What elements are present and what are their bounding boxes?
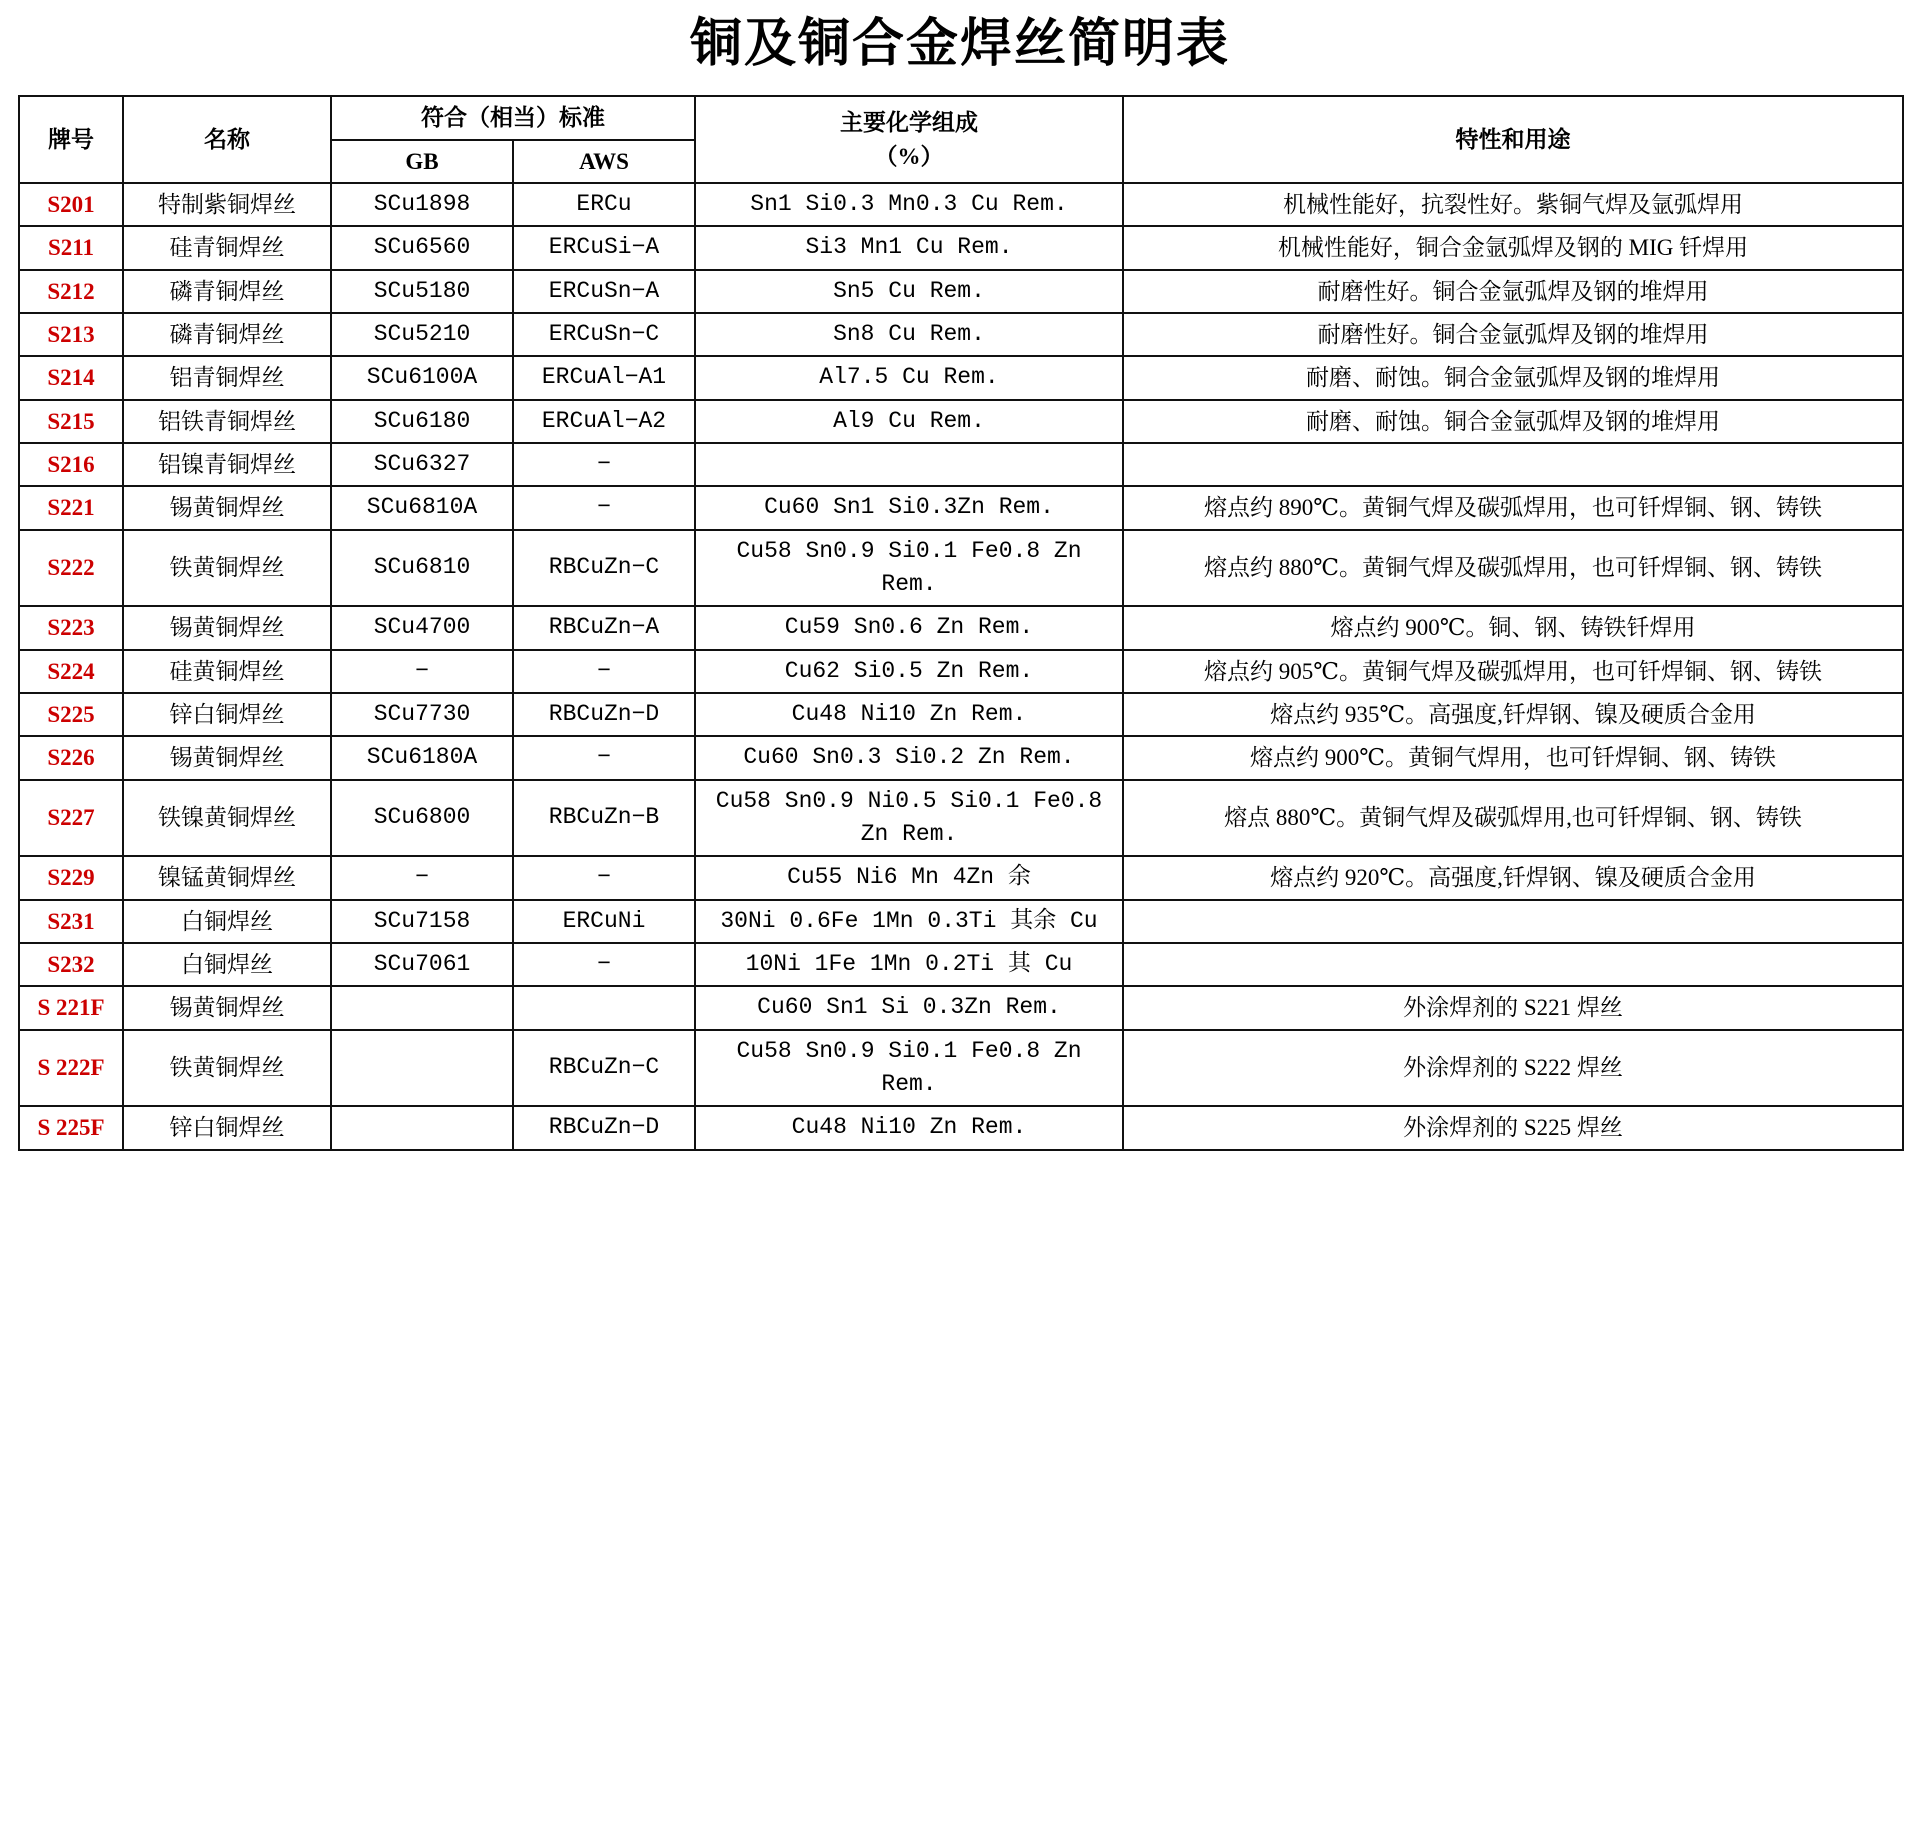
cell-aws: ERCuSi−A [513, 226, 695, 269]
cell-usage [1123, 943, 1903, 986]
table-row [19, 183, 1903, 226]
cell-code: S229 [19, 856, 123, 899]
cell-code: S214 [19, 356, 123, 399]
table-row [19, 1106, 1903, 1149]
column-header-standard-gb: GB [331, 140, 513, 183]
cell-aws: RBCuZn−D [513, 1106, 695, 1149]
cell-name: 镍锰黄铜焊丝 [123, 856, 331, 899]
table-row [19, 486, 1903, 529]
cell-gb [331, 1030, 513, 1107]
cell-chemistry: Sn5 Cu Rem. [695, 270, 1123, 313]
cell-name: 锌白铜焊丝 [123, 693, 331, 736]
cell-chemistry: Cu60 Sn0.3 Si0.2 Zn Rem. [695, 736, 1123, 779]
table-row [19, 313, 1903, 356]
cell-gb: SCu6327 [331, 443, 513, 486]
table-row [19, 270, 1903, 313]
cell-usage: 熔点约 880℃。黄铜气焊及碳弧焊用，也可钎焊铜、钢、铸铁 [1123, 530, 1903, 607]
table-row [19, 606, 1903, 649]
cell-aws: RBCuZn−C [513, 530, 695, 607]
cell-gb: SCu1898 [331, 183, 513, 226]
cell-usage: 机械性能好，铜合金氩弧焊及钢的 MIG 钎焊用 [1123, 226, 1903, 269]
cell-gb: SCu6180A [331, 736, 513, 779]
cell-name: 磷青铜焊丝 [123, 270, 331, 313]
cell-aws: ERCuAl−A1 [513, 356, 695, 399]
cell-gb: SCu7158 [331, 900, 513, 943]
cell-chemistry: Al9 Cu Rem. [695, 400, 1123, 443]
cell-aws: RBCuZn−D [513, 693, 695, 736]
cell-chemistry: Sn8 Cu Rem. [695, 313, 1123, 356]
cell-chemistry: Cu48 Ni10 Zn Rem. [695, 693, 1123, 736]
cell-usage: 耐磨、耐蚀。铜合金氩弧焊及钢的堆焊用 [1123, 356, 1903, 399]
cell-code: S212 [19, 270, 123, 313]
cell-name: 锡黄铜焊丝 [123, 736, 331, 779]
cell-gb: SCu7061 [331, 943, 513, 986]
cell-aws: RBCuZn−A [513, 606, 695, 649]
cell-chemistry: Cu58 Sn0.9 Ni0.5 Si0.1 Fe0.8 Zn Rem. [695, 780, 1123, 857]
cell-code: S211 [19, 226, 123, 269]
cell-name: 铝镍青铜焊丝 [123, 443, 331, 486]
cell-aws: ERCuSn−A [513, 270, 695, 313]
cell-gb: − [331, 856, 513, 899]
cell-chemistry: Cu60 Sn1 Si0.3Zn Rem. [695, 486, 1123, 529]
cell-name: 硅青铜焊丝 [123, 226, 331, 269]
cell-code: S222 [19, 530, 123, 607]
cell-code: S213 [19, 313, 123, 356]
column-header-standard: 符合（相当）标准 [331, 96, 695, 139]
cell-chemistry: Cu60 Sn1 Si 0.3Zn Rem. [695, 986, 1123, 1029]
table-row [19, 650, 1903, 693]
cell-gb: SCu6810 [331, 530, 513, 607]
column-header-usage: 特性和用途 [1123, 96, 1903, 183]
table-row [19, 900, 1903, 943]
cell-chemistry [695, 443, 1123, 486]
cell-code: S 222F [19, 1030, 123, 1107]
cell-code: S224 [19, 650, 123, 693]
cell-name: 锡黄铜焊丝 [123, 486, 331, 529]
cell-aws: ERCuNi [513, 900, 695, 943]
cell-code: S231 [19, 900, 123, 943]
cell-chemistry: Cu59 Sn0.6 Zn Rem. [695, 606, 1123, 649]
cell-aws: − [513, 856, 695, 899]
cell-gb: SCu6800 [331, 780, 513, 857]
cell-aws: − [513, 486, 695, 529]
cell-usage: 熔点约 890℃。黄铜气焊及碳弧焊用，也可钎焊铜、钢、铸铁 [1123, 486, 1903, 529]
cell-name: 铝铁青铜焊丝 [123, 400, 331, 443]
table-row [19, 986, 1903, 1029]
cell-gb: SCu6560 [331, 226, 513, 269]
cell-aws [513, 986, 695, 1029]
cell-aws: − [513, 650, 695, 693]
cell-name: 锡黄铜焊丝 [123, 986, 331, 1029]
cell-gb [331, 1106, 513, 1149]
cell-usage: 熔点约 900℃。铜、钢、铸铁钎焊用 [1123, 606, 1903, 649]
cell-aws: RBCuZn−C [513, 1030, 695, 1107]
cell-chemistry: Si3 Mn1 Cu Rem. [695, 226, 1123, 269]
cell-name: 铁镍黄铜焊丝 [123, 780, 331, 857]
column-header-name: 名称 [123, 96, 331, 183]
cell-code: S226 [19, 736, 123, 779]
cell-aws: RBCuZn−B [513, 780, 695, 857]
cell-code: S 221F [19, 986, 123, 1029]
cell-chemistry: Cu48 Ni10 Zn Rem. [695, 1106, 1123, 1149]
table-body [19, 183, 1903, 1150]
column-header-chemistry [695, 96, 1123, 183]
cell-chemistry: 10Ni 1Fe 1Mn 0.2Ti 其 Cu [695, 943, 1123, 986]
cell-name: 锌白铜焊丝 [123, 1106, 331, 1149]
page-title: 铜及铜合金焊丝简明表 [689, 15, 1230, 73]
column-header-chemistry-line1: 主要化学组成 [840, 110, 978, 136]
column-header-chemistry-line2: （%） [874, 143, 944, 169]
cell-code: S221 [19, 486, 123, 529]
table-row [19, 693, 1903, 736]
cell-name: 磷青铜焊丝 [123, 313, 331, 356]
cell-usage: 外涂焊剂的 S225 焊丝 [1123, 1106, 1903, 1149]
table-row [19, 856, 1903, 899]
cell-usage: 熔点约 900℃。黄铜气焊用，也可钎焊铜、钢、铸铁 [1123, 736, 1903, 779]
cell-code: S225 [19, 693, 123, 736]
cell-chemistry: Cu55 Ni6 Mn 4Zn 余 [695, 856, 1123, 899]
table-row [19, 943, 1903, 986]
cell-aws: − [513, 443, 695, 486]
cell-usage: 耐磨性好。铜合金氩弧焊及钢的堆焊用 [1123, 270, 1903, 313]
cell-chemistry: Cu58 Sn0.9 Si0.1 Fe0.8 Zn Rem. [695, 1030, 1123, 1107]
cell-usage [1123, 900, 1903, 943]
cell-usage: 耐磨性好。铜合金氩弧焊及钢的堆焊用 [1123, 313, 1903, 356]
column-header-code: 牌号 [19, 96, 123, 183]
cell-aws: − [513, 943, 695, 986]
cell-gb: SCu6100A [331, 356, 513, 399]
cell-name: 锡黄铜焊丝 [123, 606, 331, 649]
table-row [19, 530, 1903, 607]
table-row [19, 1030, 1903, 1107]
table-header [19, 96, 1903, 183]
cell-aws: − [513, 736, 695, 779]
cell-aws: ERCu [513, 183, 695, 226]
cell-code: S215 [19, 400, 123, 443]
cell-aws: ERCuAl−A2 [513, 400, 695, 443]
cell-name: 特制紫铜焊丝 [123, 183, 331, 226]
cell-aws: ERCuSn−C [513, 313, 695, 356]
cell-name: 白铜焊丝 [123, 943, 331, 986]
cell-gb: − [331, 650, 513, 693]
cell-name: 白铜焊丝 [123, 900, 331, 943]
table-row [19, 356, 1903, 399]
cell-gb: SCu6810A [331, 486, 513, 529]
cell-name: 铝青铜焊丝 [123, 356, 331, 399]
document-page [0, 16, 1920, 1161]
cell-gb: SCu5210 [331, 313, 513, 356]
cell-code: S216 [19, 443, 123, 486]
cell-usage: 熔点 880℃。黄铜气焊及碳弧焊用,也可钎焊铜、钢、铸铁 [1123, 780, 1903, 857]
table-row [19, 400, 1903, 443]
cell-chemistry: Sn1 Si0.3 Mn0.3 Cu Rem. [695, 183, 1123, 226]
cell-usage: 熔点约 920℃。高强度,钎焊钢、镍及硬质合金用 [1123, 856, 1903, 899]
welding-wire-table [18, 95, 1904, 1151]
column-header-standard-aws: AWS [513, 140, 695, 183]
cell-gb: SCu5180 [331, 270, 513, 313]
cell-usage: 熔点约 905℃。黄铜气焊及碳弧焊用，也可钎焊铜、钢、铸铁 [1123, 650, 1903, 693]
cell-chemistry: Al7.5 Cu Rem. [695, 356, 1123, 399]
cell-gb: SCu4700 [331, 606, 513, 649]
cell-code: S201 [19, 183, 123, 226]
cell-gb: SCu7730 [331, 693, 513, 736]
cell-usage: 耐磨、耐蚀。铜合金氩弧焊及钢的堆焊用 [1123, 400, 1903, 443]
cell-gb [331, 986, 513, 1029]
table-row [19, 443, 1903, 486]
cell-code: S227 [19, 780, 123, 857]
cell-usage: 外涂焊剂的 S222 焊丝 [1123, 1030, 1903, 1107]
cell-code: S 225F [19, 1106, 123, 1149]
cell-name: 铁黄铜焊丝 [123, 530, 331, 607]
cell-name: 铁黄铜焊丝 [123, 1030, 331, 1107]
table-row [19, 736, 1903, 779]
cell-code: S223 [19, 606, 123, 649]
cell-code: S232 [19, 943, 123, 986]
table-row [19, 226, 1903, 269]
cell-usage [1123, 443, 1903, 486]
cell-usage: 外涂焊剂的 S221 焊丝 [1123, 986, 1903, 1029]
cell-chemistry: Cu58 Sn0.9 Si0.1 Fe0.8 Zn Rem. [695, 530, 1123, 607]
cell-gb: SCu6180 [331, 400, 513, 443]
cell-usage: 机械性能好，抗裂性好。紫铜气焊及氩弧焊用 [1123, 183, 1903, 226]
cell-name: 硅黄铜焊丝 [123, 650, 331, 693]
cell-chemistry: Cu62 Si0.5 Zn Rem. [695, 650, 1123, 693]
table-row [19, 780, 1903, 857]
table-header-row-1 [19, 96, 1903, 139]
cell-chemistry: 30Ni 0.6Fe 1Mn 0.3Ti 其余 Cu [695, 900, 1123, 943]
cell-usage: 熔点约 935℃。高强度,钎焊钢、镍及硬质合金用 [1123, 693, 1903, 736]
